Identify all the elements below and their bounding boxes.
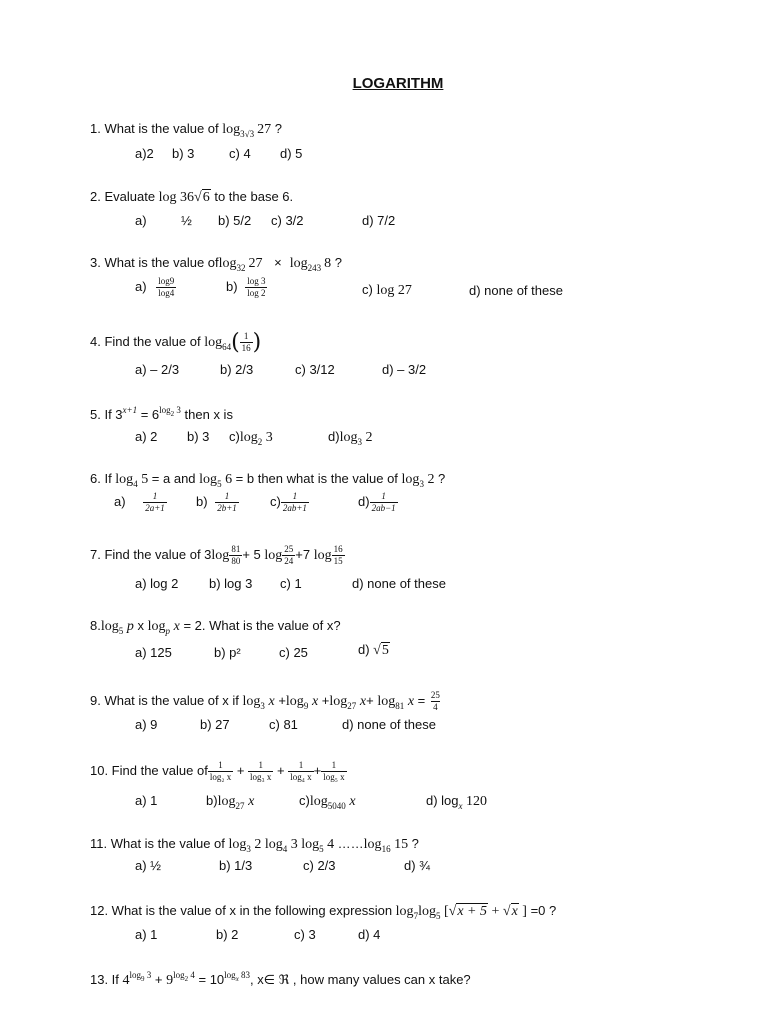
- q1-option-b: b) 3: [172, 146, 195, 161]
- q3-option-a-fraction: $\frac{\log 9}{\log 4}$: [158, 276, 175, 298]
- question-8: $8.\log_5$ p x $\log_p x = 2$. What is the value of x?: [90, 618, 341, 636]
- q7-option-b: b) log 3: [209, 576, 253, 591]
- q9-option-c: c) 81: [269, 717, 298, 732]
- q3-option-b-fraction: $\frac{\log 3}{\log 2}$: [247, 276, 266, 298]
- q10-option-d: d) $\log_x 120$: [426, 793, 488, 811]
- q8-option-a: a) 125: [135, 645, 172, 660]
- question-11: 11. What is the value of $\log_3 2$ $\log_4 3$ $\log_5 4$ $\dots\dots\log_{16}$ 15 ?: [90, 836, 419, 854]
- question-1: 1. What is the value of $\log_{3√3} 27$ ?: [90, 121, 282, 139]
- question-7: 7. Find the value of 3log $\frac{81}{80}$ + 5 log $\frac{25}{24}$ +7 log $\frac{16}{15}$: [90, 544, 343, 566]
- q11-option-a: a) ½: [135, 858, 162, 873]
- q8-option-d: d) √5: [358, 642, 389, 658]
- q2-option-b: b) 5/2: [218, 213, 252, 228]
- q6-option-d: d) $\frac{1}{2ab-1}$: [358, 491, 396, 513]
- q12-option-a: a) 1: [135, 927, 158, 942]
- q4-option-a: a) – 2/3: [135, 362, 180, 377]
- question-13: 13. If $4^{log9}$ $^3 + 9^{log2}$ $^4 = 10^{logx}$ $^{83}$, x∈ ℜ , how many values can x take?: [90, 970, 471, 988]
- q2-option-a: a): [135, 213, 147, 228]
- question-2: 2. Evaluate log 36√6 to the base 6.: [90, 189, 294, 205]
- q12-option-b: b) 2: [216, 927, 239, 942]
- q3-option-b: b) $\frac{\log 3}{\log 2}$: [226, 276, 266, 298]
- q12-option-c: c) 3: [294, 927, 316, 942]
- question-9: 9. What is the value of x if $\log_3 x +\log_9$ $x +\log_{27}$ $x+ \log_{81} x$ = $\frac{25}{4}$: [90, 690, 440, 712]
- q8-option-c: c) 25: [279, 645, 308, 660]
- q1-option-d: d) 5: [280, 146, 303, 161]
- q1-option-c: c) 4: [229, 146, 251, 161]
- q10-option-b: $b)\log_{27}$ x: [206, 793, 255, 811]
- question-6: 6. If $\log_4 5 = a$ and $\log_5 6 = b$ then what is the value of $\log_3 2$ ?: [90, 471, 446, 489]
- q4-option-d: d) – 3/2: [382, 362, 427, 377]
- q8-option-b: b) p²: [214, 645, 241, 660]
- q5-option-c: $c)\log_2$ 3: [229, 429, 273, 447]
- page-title: LOGARITHM: [352, 75, 444, 92]
- q6-option-c: c) $\frac{1}{2ab+1}$: [270, 491, 307, 513]
- q10-option-a: a) 1: [135, 793, 158, 808]
- q2-option-a-value: ½: [181, 213, 192, 228]
- question-12: 12. What is the value of x in the following expression $\log_7\log_5$ [√x + 5 + √x ] =0 ?: [90, 903, 557, 921]
- q2-option-c: c) 3/2: [271, 213, 304, 228]
- q5-option-d: $d)\log_3$ 2: [328, 429, 373, 447]
- q11-option-c: c) 2/3: [303, 858, 336, 873]
- q7-option-d: d) none of these: [352, 576, 446, 591]
- q9-option-d: d) none of these: [342, 717, 436, 732]
- q6-option-a: a) $\frac{1}{2a+1}$: [114, 491, 165, 513]
- q7-option-a: a) log 2: [135, 576, 179, 591]
- q3-option-a: a) $\frac{\log 9}{\log 4}$: [135, 276, 175, 298]
- q1-option-a: a)2: [135, 146, 154, 161]
- q3-option-c: c) log 27: [362, 282, 412, 298]
- q12-option-d: d) 4: [358, 927, 381, 942]
- q6-option-b: b) $\frac{1}{2b+1}$: [196, 491, 237, 513]
- q7-option-c: c) 1: [280, 576, 302, 591]
- q2-option-d: d) 7/2: [362, 213, 396, 228]
- question-5: 5. If $3^{x+1} = 6^{log2}$ $^3$ then x is: [90, 405, 233, 422]
- q9-option-a: a) 9: [135, 717, 158, 732]
- q11-option-b: b) 1/3: [219, 858, 253, 873]
- q11-option-d: d) ¾: [404, 858, 431, 873]
- q9-option-b: b) 27: [200, 717, 230, 732]
- q10-option-c: $c)\log_{5040}$ x: [299, 793, 356, 811]
- q4-option-b: b) 2/3: [220, 362, 254, 377]
- q5-option-b: b) 3: [187, 429, 210, 444]
- q3-option-d: d) none of these: [469, 283, 563, 298]
- question-10: 10. Find the value of $\frac{1}{\text{log₂ x}}$ + $\frac{1}{\text{log₃ x}}$ + $\frac{1}{\text{log₄ x}}$ + $\frac{1}{\text{log₅ x}}$: [90, 760, 345, 782]
- q5-option-a: a) 2: [135, 429, 158, 444]
- q4-fraction: $\frac{1}{16}$: [241, 331, 251, 353]
- question-4: 4. Find the value of $\log_{64}$( $\frac{1}{16}$ ): [90, 330, 262, 355]
- q4-option-c: c) 3/12: [295, 362, 335, 377]
- question-3: 3. What is the value oflog$_{32}$ $27 \times \log_{243} 8$ ?: [90, 255, 342, 273]
